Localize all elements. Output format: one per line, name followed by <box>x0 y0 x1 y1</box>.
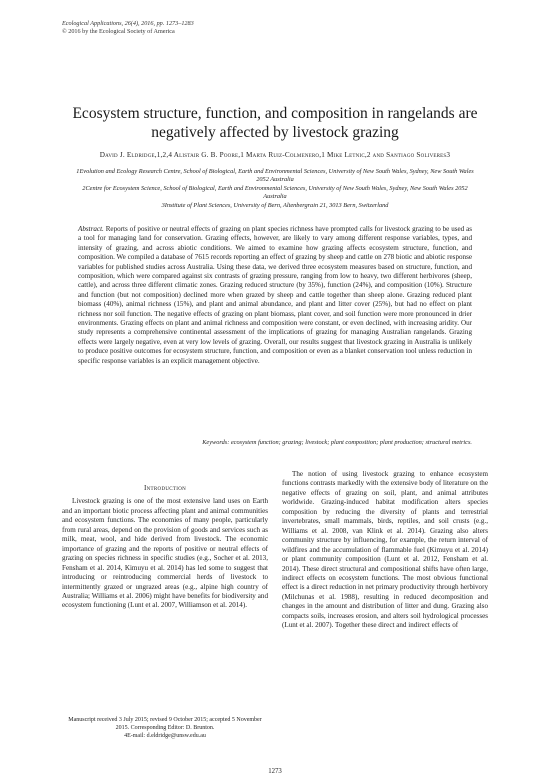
article-title: Ecosystem structure, function, and composition in rangelands are negatively affected by livestock grazing <box>72 105 478 141</box>
copyright-line: © 2016 by the Ecological Society of America <box>62 28 175 35</box>
abstract-text: Reports of positive or neutral effects of grazing on plant species richness have prompted calls for livestock grazing to be used as a tool for managing land for conservation. Grazing effects, however, are likely to vary among different response variables, types, and intensity of grazing, and across abiotic conditions. We aimed to examine how grazing affects ecosystem structure, function, and composition. We compiled a database of 7615 records reporting an effect of grazing by sheep and cattle on 278 biotic and abiotic response variables for published studies across Australia. Using these data, we derived three ecosystem measures based on structure, function, and composition, which were compared against six contrasts of grazing pressure, ranging from low to heavy, two different herbivores (sheep, cattle), and across three different climatic zones. Grazing reduced structure (by 35%), function (24%), and composition (10%). Structure and function (but not composition) declined more when grazed by sheep and cattle together than sheep alone. Grazing reduced plant biomass (40%), animal richness (15%), and plant and animal abundance, and plant and litter cover (25%), but had no effect on plant richness nor soil function. The negative effects of grazing on plant biomass, plant cover, and soil function were more pronounced in drier environments. Grazing effects on plant and animal richness and composition were constant, or even declined, with increasing aridity. Our study represents a comprehensive continental assessment of the implications of grazing for managing Australian rangelands. Grazing effects were largely negative, even at very low levels of grazing. Overall, our results suggest that livestock grazing in Australia is unlikely to produce positive outcomes for ecosystem structure, function, and composition or even as a blanket conservation tool unless reduction in specific response variables is an explicit management objective. <box>78 225 472 365</box>
keywords-text: ecosystem function; grazing; livestock; plant composition; plant production; structural metrics. <box>230 439 472 446</box>
keywords <box>78 439 472 446</box>
author-list: David J. Eldridge,1,2,4 Alistair G. B. Poore,1 Marta Ruiz-Colmenero,1 Mike Letnic,2 and Santiago Soliveres3 <box>99 151 451 159</box>
left-column <box>62 484 268 611</box>
right-column <box>282 470 488 631</box>
footnote-email: 4E-mail: d.eldridge@unsw.edu.au <box>124 732 206 739</box>
abstract-label: Abstract. <box>78 225 104 233</box>
page-number: 1273 <box>268 768 282 775</box>
footnote <box>62 717 268 740</box>
affiliation-2: 2Centre for Ecosystem Science, School of Biological, Earth and Environmental Sciences, University of New South Wales, Sydney, New South Wales 2052 Australia <box>82 185 468 200</box>
intro-paragraph-left: Livestock grazing is one of the most extensive land uses on Earth and an important biotic process affecting plant and animal communities and ecosystem functions. The economies of many people, particularly from rural areas, depend on the provision of goods and services such as milk, meat, wool, and hide derived from livestock. The economic importance of grazing and the reports of positive or neutral effects of grazing on species richness in specific studies (e.g., Socher et al. 2013, Fensham et al. 2014, Kimuyu et al. 2014) has led some to suggest that introducing or reintroducing commercial herds of livestock to intermittently grazed or ungrazed areas (e.g., alpine high country of Australia; Williams et al. 2006) might have benefits for biodiversity and ecosystem functioning (Lunt et al. 2007, Williamson et al. 2014). <box>62 497 268 610</box>
journal-citation: Ecological Applications, 26(4), 2016, pp. 1273–1283 <box>62 20 194 27</box>
section-heading-introduction: Introduction <box>143 484 187 492</box>
abstract <box>78 225 472 366</box>
affiliation-1: 1Evolution and Ecology Research Centre, School of Biological, Earth and Environmental Sciences, University of New South Wales, Sydney, New South Wales 2052 Australia <box>76 168 474 183</box>
footnote-received: Manuscript received 3 July 2015; revised 9 October 2015; accepted 5 November 2015. Corresponding Editor: D. Brunton. <box>68 717 262 731</box>
journal-header <box>62 20 194 36</box>
keywords-label: Keywords: <box>202 439 230 446</box>
affiliation-3: 3Institute of Plant Sciences, University of Bern, Altenbergrain 21, 3013 Bern, Switzerland <box>161 202 389 209</box>
intro-paragraph-right: The notion of using livestock grazing to enhance ecosystem functions contrasts markedly with the extensive body of literature on the negative effects of grazing on soil, plant, and animal attributes worldwide. Grazing-induced habitat modification alters species composition by reducing the diversity of plants and terrestrial invertebrates, small mammals, birds, reptiles, and soil crusts (e.g., Williams et al. 2008, van Klink et al. 2014). Grazing also alters community structure by influencing, for example, the return interval of wildfires and the accumulation of flammable fuel (Kimuyu et al. 2014) or plant community composition (Lunt et al. 2012, Fensham et al. 2014). These direct structural and compositional shifts have often large, indirect effects on ecosystem functions. The most obvious functional effect is a direct reduction in net primary productivity through herbivory (Milchunas et al. 1988), resulting in reduced decomposition and changes in the amount and distribution of litter and dung. Grazing also compacts soils, increases erosion, and alters soil hydrological processes (Lunt et al. 2007). Together these direct and indirect effects of <box>282 470 488 630</box>
